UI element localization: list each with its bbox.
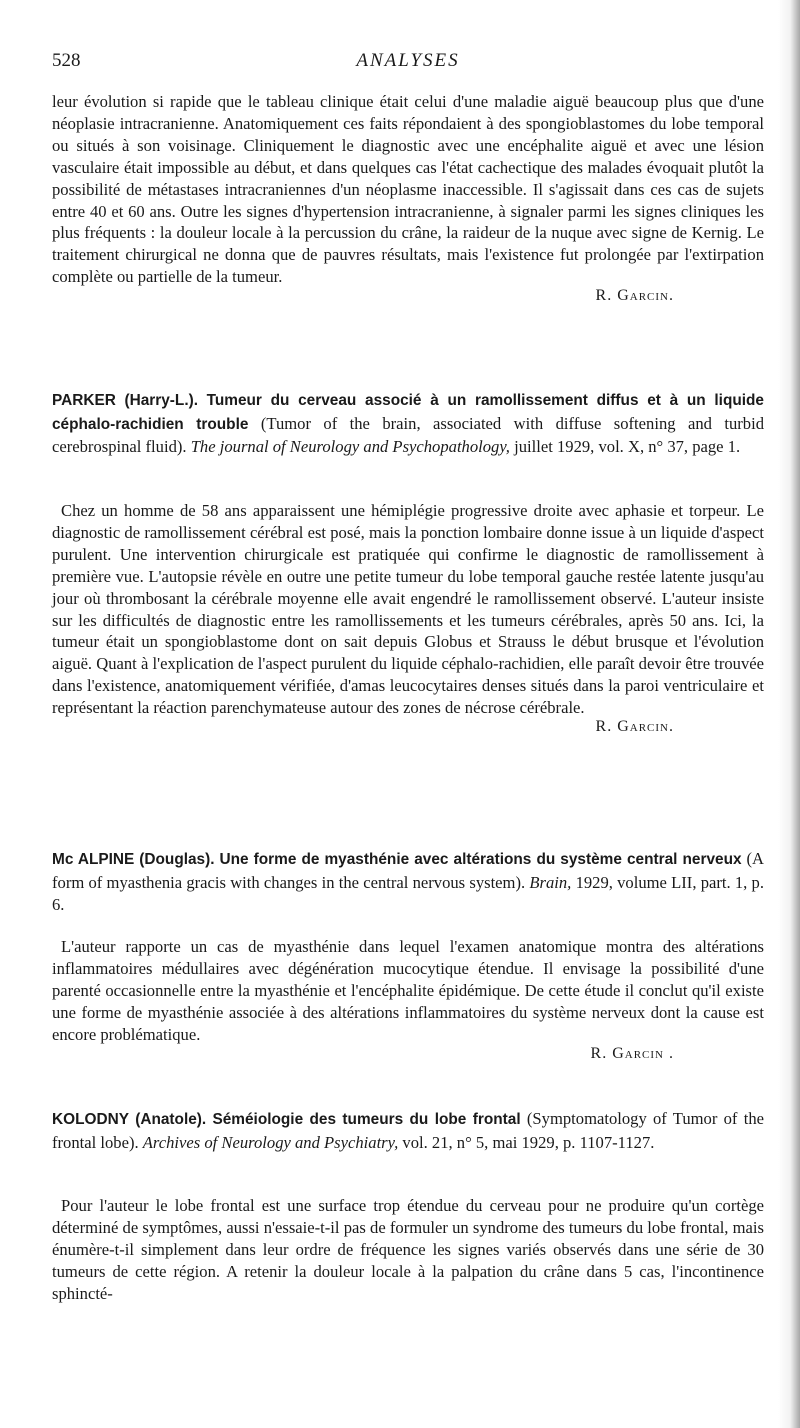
entry-author: PARKER (52, 392, 116, 409)
page-number: 528 (52, 50, 81, 71)
entry-author: KOLODNY (52, 1111, 129, 1128)
page-header (52, 50, 764, 80)
entry-body-kolodny (52, 1195, 764, 1305)
signature-text: R. Garcin . (590, 1044, 674, 1062)
entry-body-text: Chez un homme de 58 ans apparaissent une hémiplégie progressive droite avec aphasie et torpeur. Le diagnostic de ramollissement cérébral est posé, mais la ponction lombaire donne issue à un liquide d'aspect purulent. Une intervention chirurgicale est pratiquée qui confirme le diagnostic de ramollissement à première vue. L'autopsie révèle en outre une petite tumeur du lobe temporal gauche restée latente jusqu'au jour où thrombosant la cérébrale moyenne elle avait engendré le ramollissement observé. L'auteur insiste sur les difficultés de diagnostic entre les ramollissements et les tumeurs cérébrales, après 50 ans. Ici, la tumeur était un spongioblastome dont on sait depuis Globus et Strauss le début brusque et l'évolution aiguë. Quant à l'explication de l'aspect purulent du liquide céphalo-rachidien, elle paraît devoir être trouvée dans l'existence, anatomiquement vérifiée, d'amas leucocytaires denses situés dans la paroi ventriculaire et représentant la réaction parenchymateuse autour des zones de nécrose cérébrale. (52, 501, 764, 718)
entry-body-text: Pour l'auteur le lobe frontal est une surface trop étendue du cerveau pour ne produire qu'un cortège déterminé de symptômes, aussi n'essaie-t-il pas de formuler un syndrome des tumeurs du lobe frontal, mais énumère-t-il simplement dans leur ordre de fréquence les signes variés observés dans une série de 30 tumeurs de cette région. A retenir la douleur locale à la palpation du crâne dans 5 cas, l'incontinence sphincté- (52, 1196, 764, 1303)
entry-citation: juillet 1929, vol. X, n° 37, page 1. (514, 437, 741, 456)
entry-signature (52, 716, 764, 738)
entry-citation: 1929, volume LII, part. 1, p. 6. (52, 872, 764, 914)
entry-journal: Archives of Neurology and Psychiatry, (142, 1132, 399, 1152)
entry-body-mcalpine (52, 936, 764, 1064)
entry-title: Une forme de myasthénie avec altérations du système central nerveux (219, 851, 742, 868)
signature-text: R. Garcin. (595, 718, 674, 736)
entry-author: Mc ALPINE (52, 851, 135, 868)
entry-heading-kolodny (52, 1108, 764, 1154)
signature-text: R. Garcin. (595, 287, 674, 305)
intro-paragraph: leur évolution si rapide que le tableau clinique était celui d'une maladie aiguë beaucoup plus que d'une néoplasie intracranienne. Anatomiquement ces faits répondaient à des spongioblastomes du lobe temporal ou situés à son voisinage. Cliniquement le diagnostic avec une encéphalite aiguë et avec une lésion vasculaire était impossible au début, et dans quelques cas l'état cachectique des malades évoquait plutôt la possibilité de métastases intracraniennes d'un néoplasme inaccessible. Il s'agissait dans ces cas de sujets entre 40 et 60 ans. Outre les signes d'hypertension intracranienne, à signaler parmi les signes cliniques les plus fréquents : la douleur locale à la percussion du crâne, la raideur de la nuque avec signe de Kernig. Le traitement chirurgical ne donna que de pauvres résultats, mais l'existence fut prolongée par l'extirpation complète ou partielle de la tumeur. (52, 92, 764, 287)
entry-translation: (A form of myasthenia gracis with changes in the central nervous system). (52, 849, 765, 892)
entry-author-first: (Anatole). (135, 1111, 207, 1128)
entry-heading-mcalpine (52, 848, 764, 917)
entry-journal: Brain, (529, 872, 572, 892)
entry-journal: The journal of Neurology and Psychopathology, (190, 437, 510, 456)
running-title: ANALYSES (356, 50, 460, 71)
entry-body-text: L'auteur rapporte un cas de myasthénie dans lequel l'examen anatomique montra des altérations inflammatoires médullaires avec dégénération mucocytique étendue. Il envisage la possibilité d'une parenté occasionnelle entre la myasthénie et l'encéphalite épidémique. De cette étude il conclut qu'il existe une forme de myasthénie associée à des altérations inflammatoires du système nerveux dont la cause est encore problématique. (52, 937, 764, 1044)
entry-citation: vol. 21, n° 5, mai 1929, p. 1107-1127. (402, 1132, 655, 1152)
entry-translation: (Tumor of the brain, associated with diffuse softening and turbid cerebrospinal fluid). (52, 413, 764, 456)
entry-author-first: (Harry-L.). (124, 392, 198, 409)
intro-paragraph-block (52, 91, 764, 307)
entry-translation: (Symptomatology of Tumor of the frontal lobe). (52, 1109, 764, 1152)
entry-title: Tumeur du cerveau associé à un ramollissement diffus et à un liquide céphalo-rachidien trouble (52, 392, 764, 433)
entry-heading-parker (52, 389, 764, 459)
entry-title: Séméiologie des tumeurs du lobe frontal (212, 1111, 521, 1128)
page-edge-shadow (778, 0, 800, 1428)
entry-signature (52, 1043, 764, 1065)
intro-signature (52, 285, 764, 307)
entry-body-parker (52, 500, 764, 738)
entry-author-first: (Douglas). (139, 851, 215, 868)
